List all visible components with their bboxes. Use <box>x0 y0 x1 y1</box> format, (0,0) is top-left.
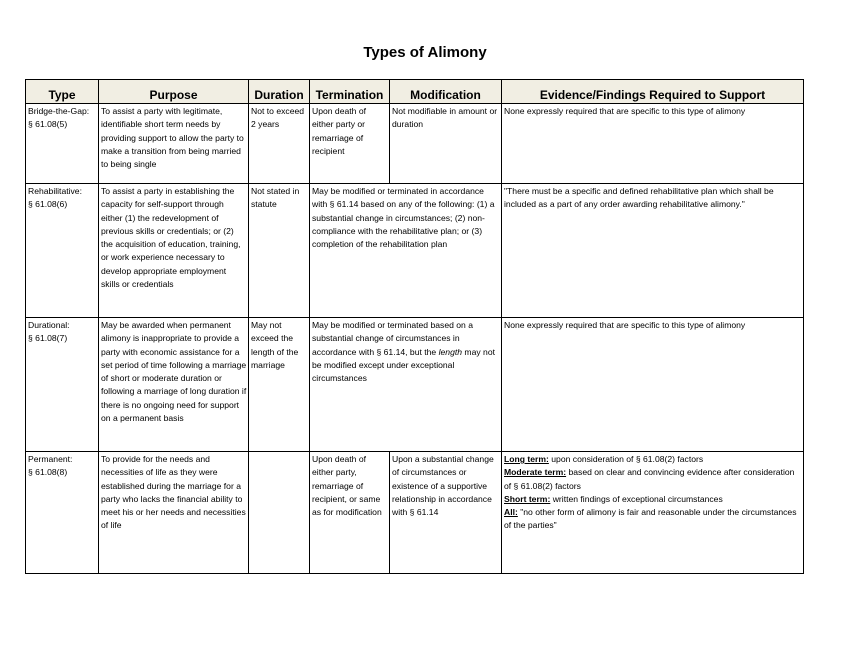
table-row <box>26 104 804 184</box>
evidence-item-label: Long term: <box>504 454 549 464</box>
evidence-cell: "There must be a specific and defined rehabilitative plan which shall be included as a part of any order awarding rehabilitative alimony." <box>502 184 804 318</box>
evidence-cell: None expressly required that are specific to this type of alimony <box>502 104 804 184</box>
page-title: Types of Alimony <box>363 44 487 61</box>
duration-cell: Not stated in statute <box>249 184 310 318</box>
type-name: Bridge-the-Gap: <box>28 106 90 116</box>
table-row <box>26 452 804 574</box>
type-section: § 61.08(5) <box>28 119 68 130</box>
header-termination: Termination <box>310 80 390 104</box>
purpose-cell: May be awarded when permanent alimony is inappropriate to provide a party with economic assistance for a set period of time following a marriage of short or moderate duration or following a marriage of long duration if there is no ongoing need for support on a permanent basis <box>99 318 249 452</box>
header-purpose: Purpose <box>99 80 249 104</box>
evidence-item <box>504 453 802 466</box>
type-cell <box>26 184 99 318</box>
modification-cell: Not modifiable in amount or duration <box>390 104 502 184</box>
purpose-cell: To assist a party with legitimate, identifiable short term needs by providing support to allow the party to make a transition from being married to being single <box>99 104 249 184</box>
termination-modification-cell: May be modified or terminated in accordance with § 61.14 based on any of the following: (1) a substantial change in circumstances; (2) non-compliance with the rehabilitative plan; or (3) completion of the rehabilitation plan <box>310 184 502 318</box>
evidence-item-text: based on clear and convincing evidence after consideration of § 61.08(2) factors <box>504 467 795 491</box>
header-row <box>26 80 804 104</box>
evidence-item <box>504 506 802 533</box>
duration-cell <box>249 452 310 574</box>
purpose-cell: To provide for the needs and necessities of life as they were established during the marriage for a party who lacks the financial ability to meet his or her needs and necessities of life <box>99 452 249 574</box>
type-cell <box>26 452 99 574</box>
header-evidence: Evidence/Findings Required to Support <box>502 80 804 104</box>
termination-modification-text-a: May be modified or terminated based on a substantial change of circumstances in accordance with § 61.14, but the <box>312 320 473 357</box>
termination-modification-cell <box>310 318 502 452</box>
type-section: § 61.08(8) <box>28 467 68 478</box>
termination-cell: Upon death of either party, remarriage of recipient, or same as for modification <box>310 452 390 574</box>
evidence-item-label: Short term: <box>504 493 551 504</box>
evidence-cell: None expressly required that are specific to this type of alimony <box>502 318 804 452</box>
type-cell <box>26 318 99 452</box>
evidence-item-label: All: <box>504 507 518 518</box>
evidence-item-text: written findings of exceptional circumstances <box>550 493 723 504</box>
purpose-cell: To assist a party in establishing the capacity for self-support through either (1) the redevelopment of previous skills or credentials; or (2) the acquisition of education, training, or work experience necessary to develop appropriate employment skills or credentials <box>99 184 249 318</box>
type-name: Rehabilitative: <box>28 186 82 196</box>
evidence-item <box>504 466 802 493</box>
type-name: Permanent: <box>28 454 73 464</box>
type-cell <box>26 104 99 184</box>
evidence-item-label: Moderate term: <box>504 467 567 478</box>
header-modification: Modification <box>390 80 502 104</box>
modification-cell: Upon a substantial change of circumstances or existence of a supportive relationship in accordance with § 61.14 <box>390 452 502 574</box>
evidence-cell <box>502 452 804 574</box>
type-section: § 61.08(7) <box>28 333 68 344</box>
type-section: § 61.08(6) <box>28 199 68 210</box>
alimony-table <box>25 79 804 574</box>
table-row <box>26 318 804 452</box>
evidence-item-text: "no other form of alimony is fair and reasonable under the circumstances of the parties" <box>504 507 797 531</box>
termination-modification-text-b: may not be modified except under exceptional circumstances <box>312 346 495 384</box>
type-name: Durational: <box>28 320 70 330</box>
evidence-item-text: upon consideration of § 61.08(2) factors <box>548 454 704 464</box>
evidence-item <box>504 493 802 506</box>
duration-cell: May not exceed the length of the marriage <box>249 318 310 452</box>
header-type: Type <box>26 80 99 104</box>
duration-cell: Not to exceed 2 years <box>249 104 310 184</box>
header-duration: Duration <box>249 80 310 104</box>
termination-cell: Upon death of either party or remarriage of recipient <box>310 104 390 184</box>
table-row <box>26 184 804 318</box>
termination-modification-emphasis: length <box>438 346 463 357</box>
